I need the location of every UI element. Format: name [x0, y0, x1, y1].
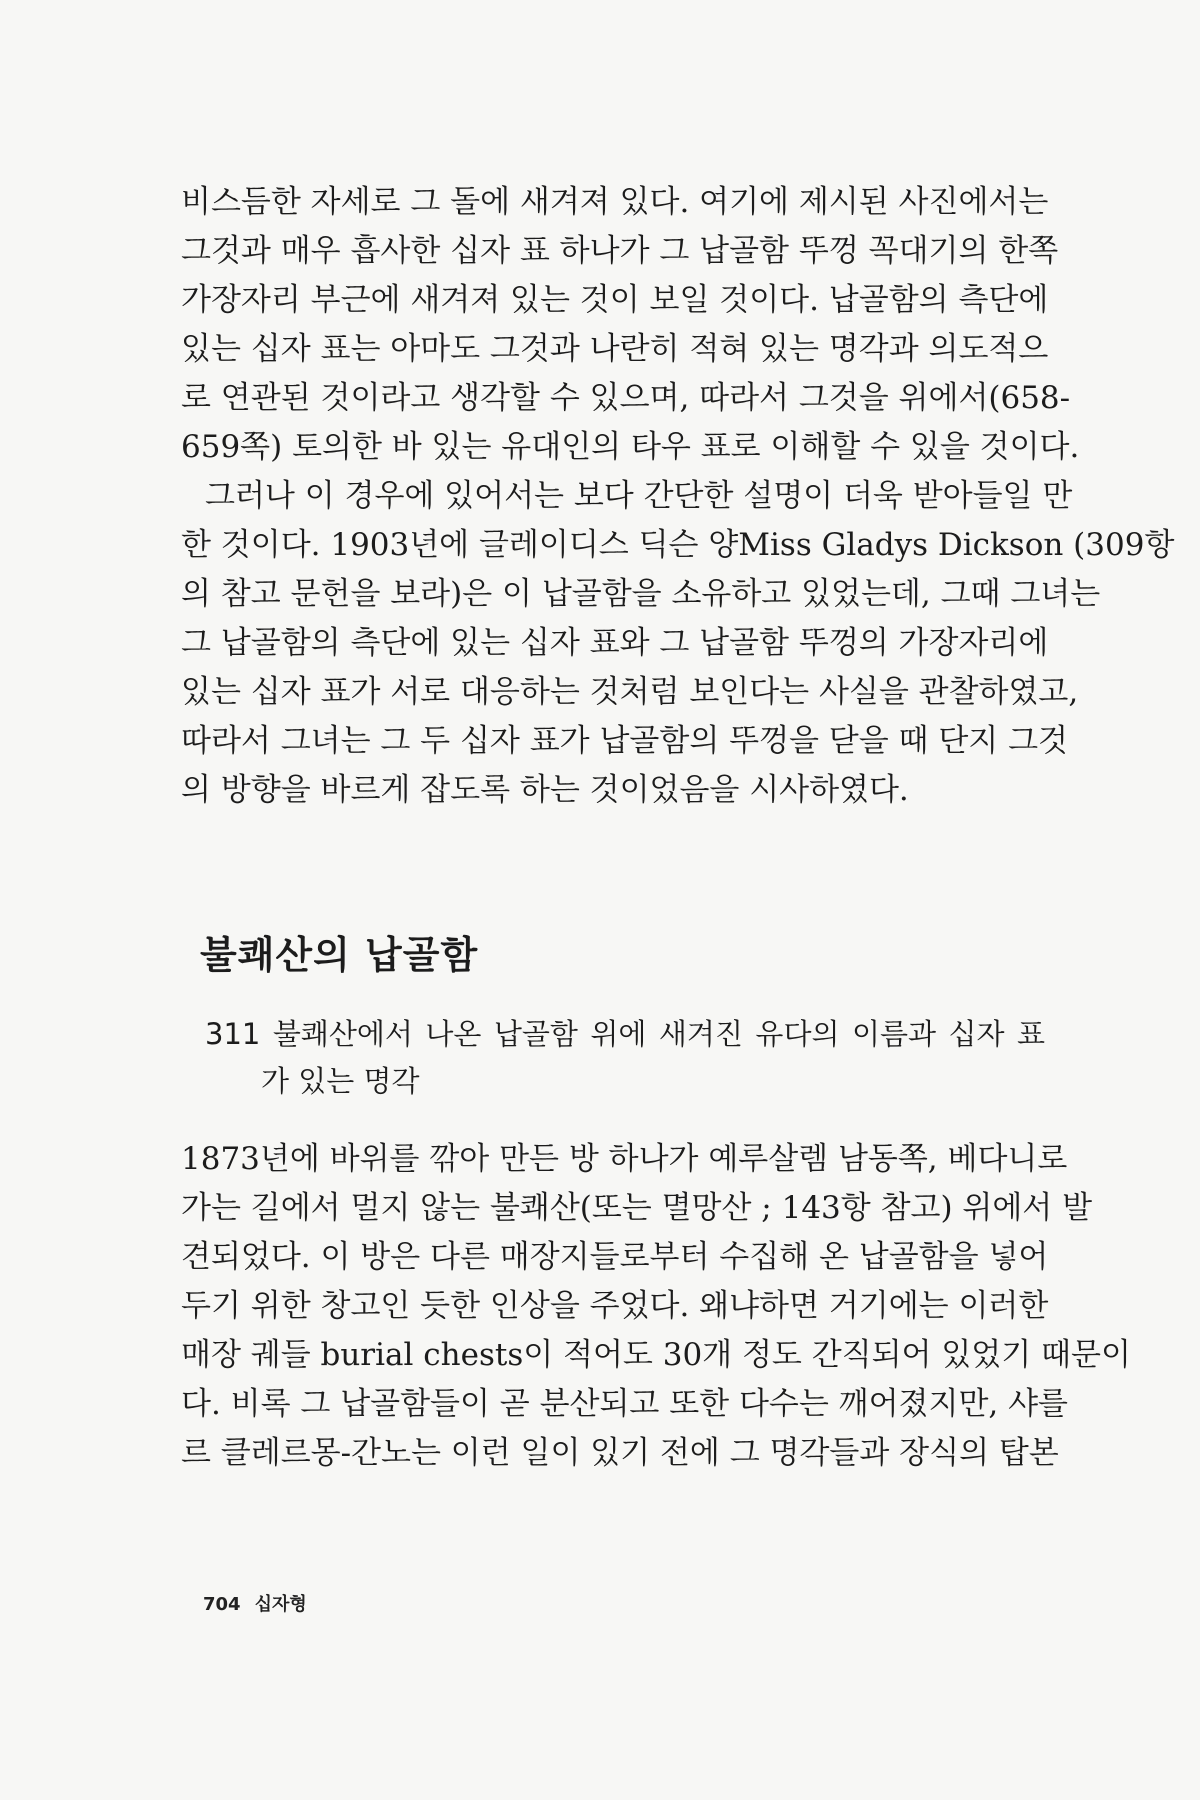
- text-line: 로 연관된 것이라고 생각할 수 있으며, 따라서 그것을 위에서(658-: [181, 380, 1071, 416]
- text-line: 있는 십자 표가 서로 대응하는 것처럼 보인다는 사실을 관찰하였고,: [181, 674, 1079, 710]
- text-line: 659쪽) 토의한 바 있는 유대인의 타우 표로 이해할 수 있을 것이다.: [181, 429, 1080, 465]
- entry-heading: [181, 1011, 1045, 1105]
- text-line: 의 참고 문헌을 보라)은 이 납골함을 소유하고 있었는데, 그때 그녀는: [181, 576, 1101, 612]
- text-line: 다. 비록 그 납골함들이 곧 분산되고 또한 다수는 깨어졌지만, 샤를: [181, 1386, 1068, 1422]
- paragraph-1: [181, 178, 1080, 472]
- text-line: 가는 길에서 멀지 않는 불쾌산(또는 멸망산 ; 143항 참고) 위에서 발: [181, 1190, 1093, 1226]
- text-line: 그것과 매우 흡사한 십자 표 하나가 그 납골함 뚜껑 꼭대기의 한쪽: [181, 233, 1059, 269]
- text-line: 의 방향을 바르게 잡도록 하는 것이었음을 시사하였다.: [181, 772, 909, 808]
- paragraph-3: [181, 1135, 1131, 1478]
- text-line: 한 것이다. 1903년에 글레이디스 딕슨 양Miss Gladys Dickson (309항: [181, 527, 1175, 563]
- text-line: 가장자리 부근에 새겨져 있는 것이 보일 것이다. 납골함의 측단에: [181, 282, 1049, 318]
- page-number: 704: [203, 1594, 241, 1615]
- text-line: 그러나 이 경우에 있어서는 보다 간단한 설명이 더욱 받아들일 만: [205, 478, 1073, 514]
- text-line: 따라서 그녀는 그 두 십자 표가 납골함의 뚜껑을 닫을 때 단지 그것: [181, 723, 1068, 759]
- text-line: 비스듬한 자세로 그 돌에 새겨져 있다. 여기에 제시된 사진에서는: [181, 184, 1049, 220]
- text-line: 있는 십자 표는 아마도 그것과 나란히 적혀 있는 명각과 의도적으: [181, 331, 1049, 367]
- entry-title-line: 가 있는 명각: [261, 1064, 420, 1098]
- text-line: 그 납골함의 측단에 있는 십자 표와 그 납골함 뚜껑의 가장자리에: [181, 625, 1049, 661]
- running-title: 십자형: [254, 1594, 307, 1615]
- text-line: 견되었다. 이 방은 다른 매장지들로부터 수집해 온 납골함을 넣어: [181, 1239, 1049, 1275]
- section-heading: 불쾌산의 납골함: [200, 933, 479, 977]
- entry-title-line: 311 불쾌산에서 나온 납골함 위에 새겨진 유다의 이름과 십자 표: [205, 1017, 1045, 1051]
- text-line: 매장 궤들 burial chests이 적어도 30개 정도 간직되어 있었기 때문이: [181, 1337, 1131, 1373]
- paragraph-2: [181, 472, 1175, 815]
- text-line: 르 클레르몽-간노는 이런 일이 있기 전에 그 명각들과 장식의 탑본: [181, 1435, 1059, 1471]
- text-line: 1873년에 바위를 깎아 만든 방 하나가 예루살렘 남동쪽, 베다니로: [181, 1141, 1068, 1177]
- page-footer: [203, 1590, 321, 1616]
- text-line: 두기 위한 창고인 듯한 인상을 주었다. 왜냐하면 거기에는 이러한: [181, 1288, 1049, 1324]
- page-content: [181, 178, 1175, 1478]
